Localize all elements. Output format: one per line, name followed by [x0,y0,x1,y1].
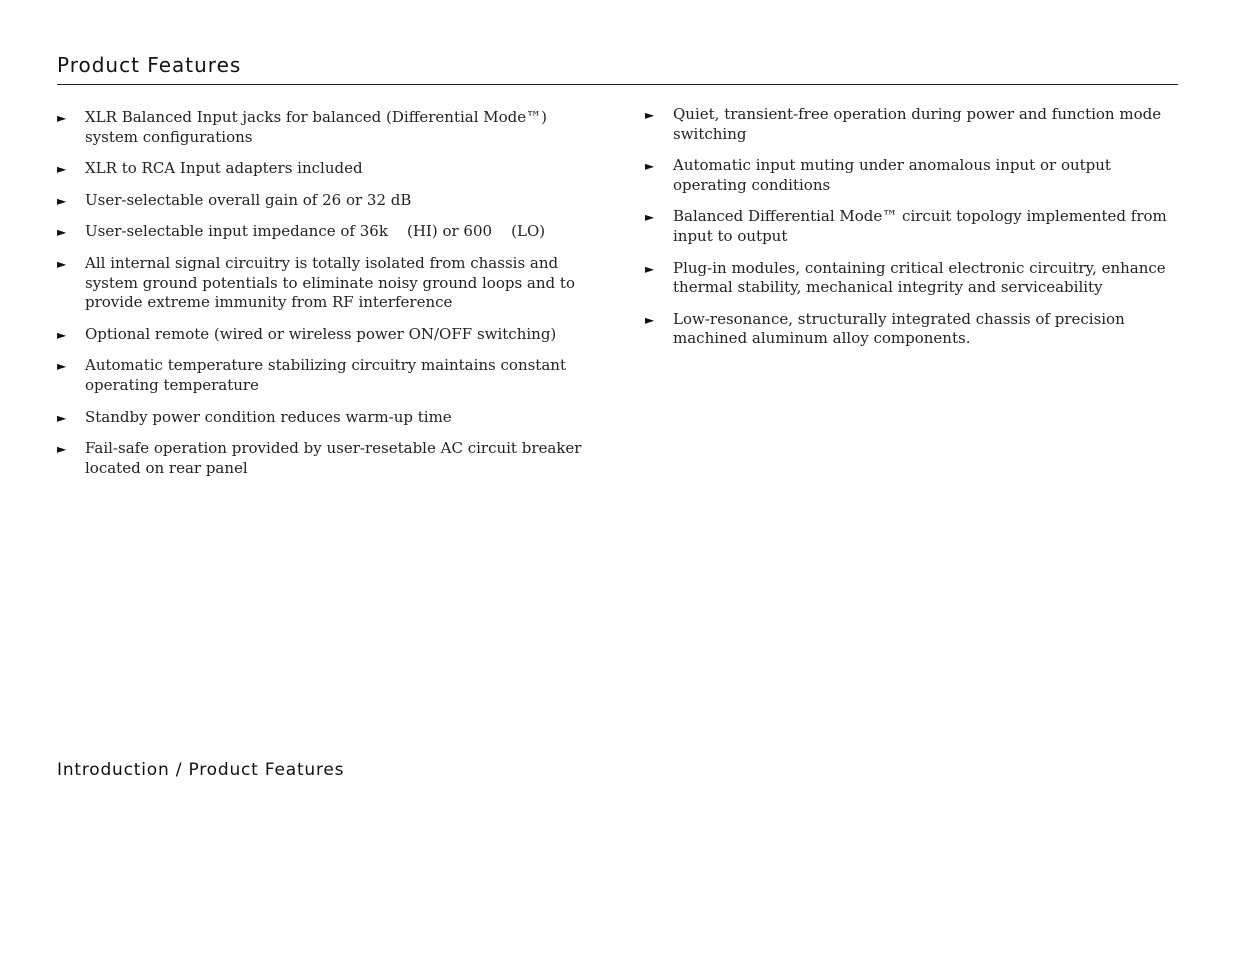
triangle-bullet-icon: ► [57,442,67,457]
triangle-bullet-icon: ► [645,108,655,122]
triangle-bullet-icon: ► [57,162,67,177]
triangle-bullet-icon: ► [645,210,655,225]
feature-text: User-selectable overall gain of 26 or 32 dB [85,190,412,209]
feature-text: Optional remote (wired or wireless power ON/OFF switching) [85,324,557,343]
feature-item [645,156,1185,195]
feature-text: XLR Balanced Input jacks for balanced (Differential Mode™) system configurations [85,108,547,146]
feature-item [645,207,1185,246]
page-title: Product Features [57,53,242,77]
triangle-bullet-icon: ► [57,410,67,425]
feature-item [57,439,587,478]
title-divider [57,84,1178,85]
feature-item [57,159,587,179]
features-list-right [645,105,1185,361]
feature-item [57,408,587,428]
features-list-left [57,108,587,490]
feature-item [645,259,1185,298]
feature-item [57,222,587,242]
feature-item [645,105,1185,144]
triangle-bullet-icon: ► [57,225,67,240]
feature-text: Standby power condition reduces warm-up time [85,407,452,426]
feature-item [57,108,587,147]
feature-text: User-selectable input impedance of 36k (HI) or 600 (LO) [85,222,546,241]
feature-text: Low-resonance, structurally integrated chassis of precision machined aluminum alloy components. [673,309,1125,348]
feature-item [57,325,587,345]
feature-text: XLR to RCA Input adapters included [85,159,363,178]
feature-text: Automatic input muting under anomalous input or output operating conditions [673,156,1111,194]
feature-text: Automatic temperature stabilizing circuitry maintains constant operating temperature [85,356,566,394]
feature-item [57,356,587,395]
triangle-bullet-icon: ► [57,256,67,271]
footer-section-title: Introduction / Product Features [57,760,345,780]
feature-text: Balanced Differential Mode™ circuit topology implemented from input to output [673,207,1167,245]
triangle-bullet-icon: ► [645,261,655,276]
feature-item [57,191,587,211]
triangle-bullet-icon: ► [645,159,655,174]
feature-item [645,310,1185,349]
feature-text: All internal signal circuitry is totally isolated from chassis and system ground potentials to eliminate noisy ground loops and to provide extreme immunity from RF interference [85,253,575,312]
feature-text: Plug-in modules, containing critical electronic circuitry, enhance thermal stability, mechanical integrity and serviceability [673,258,1166,297]
feature-text: Quiet, transient-free operation during power and function mode switching [673,105,1162,143]
triangle-bullet-icon: ► [57,327,67,342]
triangle-bullet-icon: ► [57,359,67,374]
triangle-bullet-icon: ► [57,193,67,208]
triangle-bullet-icon: ► [57,111,67,125]
feature-item [57,254,587,313]
feature-text: Fail-safe operation provided by user-resetable AC circuit breaker located on rear panel [85,439,582,477]
triangle-bullet-icon: ► [645,312,655,327]
